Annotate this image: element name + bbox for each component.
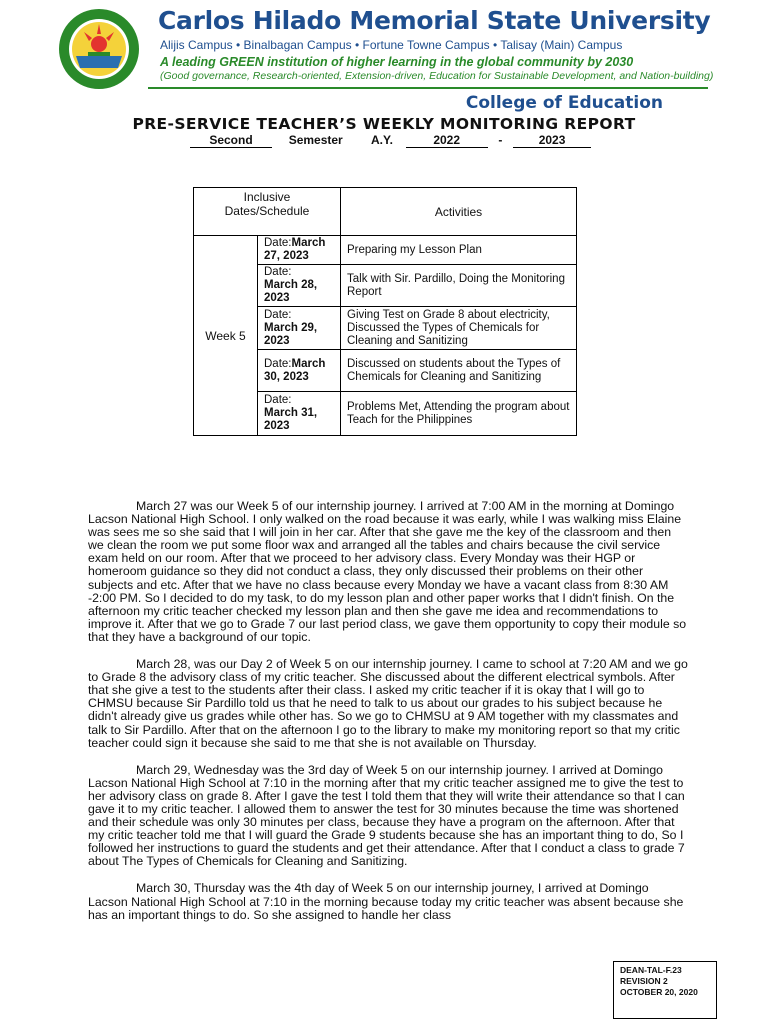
semester-line xyxy=(190,133,591,148)
narrative-body xyxy=(88,500,688,936)
university-name: Carlos Hilado Memorial State University xyxy=(158,6,711,35)
schedule-table xyxy=(193,187,577,436)
week-label: Week 5 xyxy=(194,236,258,436)
dates-column-header: Inclusive Dates/Schedule xyxy=(194,188,341,236)
university-seal-logo xyxy=(58,8,140,90)
year-dash: - xyxy=(498,133,503,147)
form-code: DEAN-TAL-F.23 xyxy=(620,965,682,975)
year-start: 2022 xyxy=(406,133,488,148)
date-label: Date: xyxy=(264,394,292,406)
date-cell xyxy=(258,392,341,436)
date-cell xyxy=(258,350,341,392)
activities-column-header: Activities xyxy=(341,188,577,236)
activity-cell: Talk with Sir. Pardillo, Doing the Monitoring Report xyxy=(341,265,577,307)
header-divider xyxy=(148,87,708,89)
form-date: OCTOBER 20, 2020 xyxy=(620,987,698,997)
date-value: March 27, 2023 xyxy=(264,237,326,262)
paragraph-march-28: March 28, was our Day 2 of Week 5 on our internship journey. I came to school at 7:20 AM and we go to Grade 8 the advisory class of my critic teacher. She discussed about the different electrical symbols. After that she give a test to the students after their class. I asked my critic teacher if it is okay that I will go to CHMSU because Sir Pardillo told us that he need to talk to us about our grades to his subject because he didn't already give us grades while other has. So we go to CHMSU at 9 AM together with my classmates and talk to Sir Pardillo. After that on the afternoon I go to the library to make my monitoring report so that my critic teacher could sign it because she said to me that she is not available on Thursday. xyxy=(88,657,688,750)
date-label: Date: xyxy=(264,308,292,321)
date-cell xyxy=(258,236,341,265)
activity-cell: Giving Test on Grade 8 about electricity, Discussed the Types of Chemicals for Cleaning and Sanitizing xyxy=(341,307,577,350)
report-title: PRE-SERVICE TEACHER’S WEEKLY MONITORING REPORT xyxy=(132,115,636,133)
paragraph-march-29: March 29, Wednesday was the 3rd day of Week 5 on our internship journey. I arrived at Domingo Lacson National High School at 7:10 in the morning after that my critic teacher assigned me to give the test to her advisory class on grade 8. After I gave the test I told them that they will write their attendance so that I can gave it to my critic teacher. I allowed them to answer the test for 30 minutes because the time was shortened and their schedule was only 30 minutes per class, because they have a program on the afternoon. After that my critic teacher told me that I will guard the Grade 9 students because she has an important thing to do, So I followed her instructions to guard the students and get their attendance. After that I conduct a class to grade 7 about The Types of Chemicals for Cleaning and Sanitizing. xyxy=(88,762,685,869)
date-value: March 31, 2023 xyxy=(264,407,318,432)
table-row xyxy=(194,236,577,265)
university-subtagline: (Good governance, Research-oriented, Extension-driven, Education for Sustainable Development, and Nation-building) xyxy=(160,70,714,82)
table-header-row xyxy=(194,188,577,236)
college-name: College of Education xyxy=(465,93,663,113)
campus-list: Alijis Campus • Binalbagan Campus • Fortune Towne Campus • Talisay (Main) Campus xyxy=(160,38,623,52)
activity-cell: Preparing my Lesson Plan xyxy=(341,236,577,265)
date-cell xyxy=(258,307,341,350)
date-label: Date: xyxy=(264,237,292,249)
form-revision: REVISION 2 xyxy=(620,976,668,986)
activity-cell: Problems Met, Attending the program about Teach for the Philippines xyxy=(341,392,577,436)
date-value: March 29, 2023 xyxy=(264,321,318,347)
date-value: March 30, 2023 xyxy=(264,357,326,383)
semester-label: Semester xyxy=(288,133,343,147)
activity-cell: Discussed on students about the Types of Chemicals for Cleaning and Sanitizing xyxy=(341,350,577,392)
date-cell xyxy=(258,265,341,307)
paragraph-march-30: March 30, Thursday was the 4th day of Week 5 on our internship journey, I arrived at Domingo Lacson National High School at 7:10 in the morning because today my critic teacher was absent because she has an important things to do. So she assigned to handle her class xyxy=(88,881,684,922)
university-tagline: A leading GREEN institution of higher learning in the global community by 2030 xyxy=(160,55,634,69)
form-code-box xyxy=(613,961,717,1019)
year-end: 2023 xyxy=(513,133,591,148)
date-label: Date: xyxy=(264,266,292,278)
date-value: March 28, 2023 xyxy=(264,279,318,304)
ay-label: A.Y. xyxy=(370,133,393,147)
date-label: Date: xyxy=(264,357,292,370)
semester-value: Second xyxy=(190,133,272,148)
paragraph-march-27: March 27 was our Week 5 of our internship journey. I arrived at 7:00 AM in the morning at Domingo Lacson National High School. I only walked on the road because it was early, while I was walking miss Elaine was sees me so she said that I will join in her car. After that she gave me the key of the classroom and then we clean the room we put some floor wax and arranged all the tables and chairs because the civil service exam held on our room. After that we proceed to her advisory class. Every Monday was their HGP or homeroom guidance so they did not conduct a class, they only discussed their problems on their other subjects and etc. After that we have no class because every Monday we have a vacant class from 8:30 AM -2:00 PM. So I decided to do my task, to do my lesson plan and other paper works that I didn't finish. On the afternoon my critic teacher checked my lesson plan and then she gave me idea and recommendations to improve it. After that we go to Grade 7 our last period class, we gave them opportunity to copy their module so that they have a background of our topic. xyxy=(88,499,687,644)
